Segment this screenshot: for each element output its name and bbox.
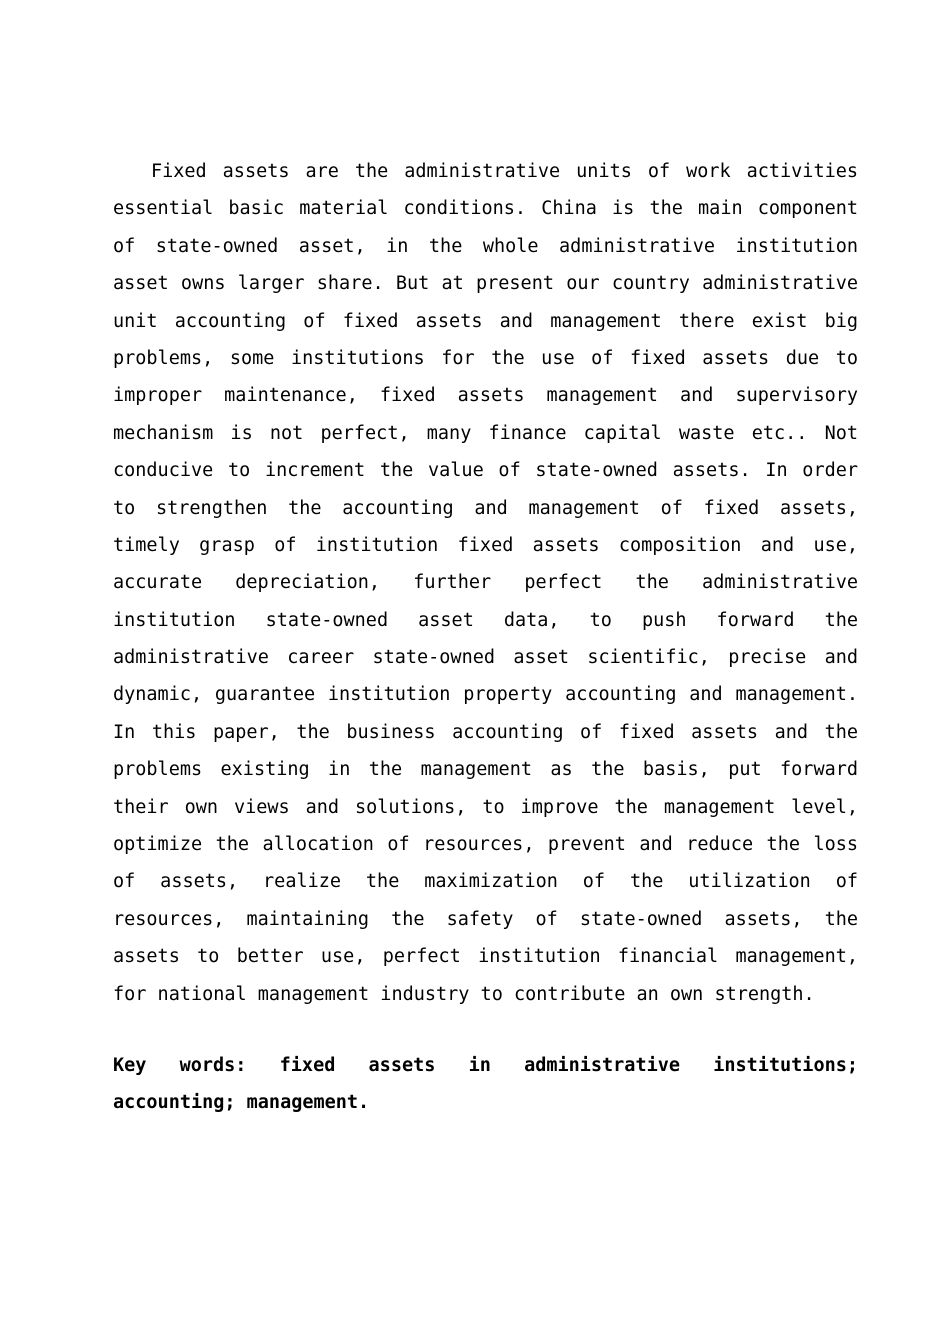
abstract-line: of state-owned asset, in the whole administrative institution — [113, 235, 858, 257]
abstract-line: essential basic material conditions. China is the main component — [113, 198, 858, 220]
abstract-line: unit accounting of fixed assets and management there exist big — [113, 310, 858, 332]
abstract-line: Fixed assets are the administrative units of work activities — [151, 161, 858, 182]
abstract-line: problems existing in the management as the basis, put forward — [113, 759, 858, 781]
abstract-line: mechanism is not perfect, many finance capital waste etc.. Not — [113, 422, 858, 444]
abstract-line: for national management industry to contribute an own strength. — [113, 983, 815, 1005]
abstract-line: of assets, realize the maximization of the utilization of — [113, 871, 858, 893]
abstract-line: improper maintenance, fixed assets management and supervisory — [113, 385, 858, 407]
abstract-line: problems, some institutions for the use of fixed assets due to — [113, 347, 858, 369]
abstract-line: In this paper, the business accounting of fixed assets and the — [113, 721, 858, 743]
abstract-line: timely grasp of institution fixed assets composition and use, — [113, 534, 858, 556]
abstract-line: accurate depreciation, further perfect the administrative — [113, 572, 858, 594]
abstract-line: asset owns larger share. But at present our country administrative — [113, 273, 858, 295]
keywords-line: accounting; management. — [113, 1092, 370, 1114]
abstract-paragraph — [113, 153, 858, 1013]
keywords-paragraph — [113, 1047, 858, 1122]
abstract-line: institution state-owned asset data, to push forward the — [113, 609, 858, 631]
abstract-line: dynamic, guarantee institution property accounting and management. — [113, 684, 858, 706]
abstract-line: optimize the allocation of resources, prevent and reduce the loss — [113, 834, 858, 856]
abstract-line: their own views and solutions, to improve the management level, — [113, 796, 858, 818]
abstract-line: resources, maintaining the safety of state-owned assets, the — [113, 908, 858, 930]
abstract-line: administrative career state-owned asset scientific, precise and — [113, 647, 858, 669]
abstract-line: to strengthen the accounting and management of fixed assets, — [113, 497, 858, 519]
keywords-line: Key words: fixed assets in administrative institutions; — [113, 1055, 858, 1076]
abstract-line: conducive to increment the value of state-owned assets. In order — [113, 460, 858, 482]
abstract-line: assets to better use, perfect institution financial management, — [113, 946, 858, 968]
